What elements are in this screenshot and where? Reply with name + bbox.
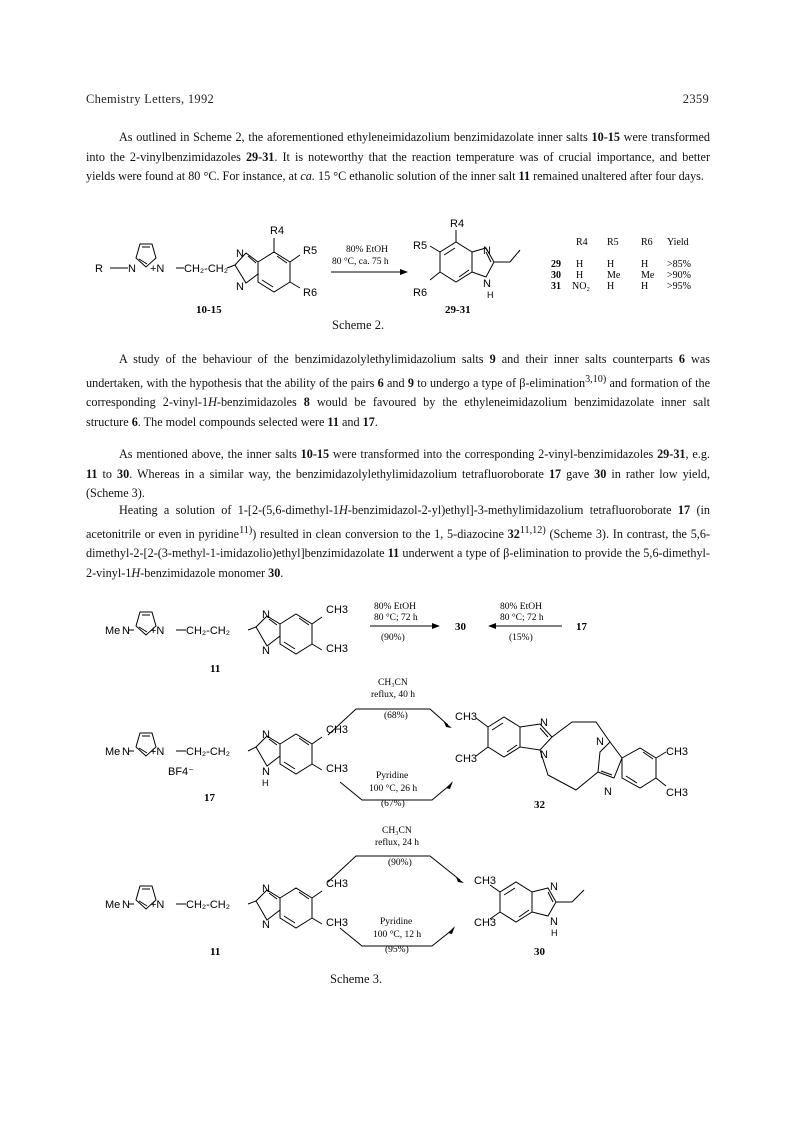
svg-text:H: H [641, 259, 649, 270]
svg-text:100 °C, 12 h: 100 °C, 12 h [373, 930, 422, 940]
svg-text:CH₂-CH₂: CH₂-CH₂ [186, 746, 230, 758]
svg-text:R: R [95, 263, 103, 275]
svg-text:CH₂-CH₂: CH₂-CH₂ [186, 899, 230, 911]
svg-text:N: N [262, 883, 270, 895]
product-label-29-31: 29-31 [445, 304, 471, 316]
svg-text:H: H [607, 281, 615, 292]
svg-text:CH3: CH3 [326, 643, 349, 655]
row2-reactant-label: 17 [204, 792, 215, 804]
svg-text:N: N [540, 749, 548, 761]
svg-text:CH₂-CH₂: CH₂-CH₂ [184, 263, 228, 275]
paragraph-4: Heating a solution of 1-[2-(5,6-dimethyl-1H-benzimidazol-2-yl)ethyl]-3-methylimidazolium tetrafluoroborate 17 (in acetonitrile or even in pyridine$^{11)}$) resulted in clean conversion to the 1, 5-diazocine 32$^{11,12)}$ (Scheme 3). In contrast, the 5,6-dimethyl-2-[2-(3-methyl-1-imidazolio)ethyl]benzimidazolate 11 underwent a type of β-elimination to provide the 5,6-dimethyl-2-vinyl-1H-benzimidazole monomer 30. [86, 503, 710, 580]
svg-text:80% EtOH: 80% EtOH [346, 245, 388, 255]
svg-text:29: 29 [551, 259, 561, 270]
paragraph-1: As outlined in Scheme 2, the aforementioned ethyleneimidazolium benzimidazolate inner salts 10-15 were transformed into the 2-vinylbenzimidazoles 29-31. It is noteworthy that the reaction temperature was of crucial importance, and better yields were found at 80 °C. For instance, at ca. 15 °C ethanolic solution of the inner salt 11 remained unaltered after four days. [86, 130, 710, 184]
svg-text:N: N [604, 786, 612, 798]
svg-text:NO₂: NO₂ [572, 281, 590, 292]
svg-text:CH3: CH3 [455, 711, 478, 723]
svg-text:CH₃CN: CH₃CN [382, 826, 412, 836]
svg-text:CH3: CH3 [326, 604, 349, 616]
svg-text:CH3: CH3 [474, 917, 497, 929]
svg-text:H: H [607, 259, 615, 270]
svg-text:N: N [236, 281, 244, 293]
svg-text:N: N [128, 263, 136, 275]
svg-text:CH3: CH3 [666, 746, 689, 758]
svg-text:R6: R6 [641, 237, 653, 248]
svg-text:CH3: CH3 [326, 878, 349, 890]
svg-text:N: N [122, 746, 130, 758]
svg-text:N: N [596, 736, 604, 748]
svg-text:N: N [540, 717, 548, 729]
svg-text:H: H [576, 270, 584, 281]
svg-text:R6: R6 [303, 287, 318, 299]
svg-text:Me: Me [105, 899, 121, 911]
svg-text:reflux, 40 h: reflux, 40 h [371, 690, 416, 700]
svg-text:80 °C; 72 h: 80 °C; 72 h [374, 613, 418, 623]
svg-text:+N: +N [150, 899, 165, 911]
paragraph-3: As mentioned above, the inner salts 10-15 were transformed into the corresponding 2-vinyl-benzimidazoles 29-31, e.g. 11 to 30. Whereas in a similar way, the benzimidazolylethylimidazolium tetrafluoroborate 17 gave 30 in rather low yield, (Scheme 3). [86, 447, 710, 501]
scheme-3 [0, 595, 793, 970]
row2-product-label: 32 [534, 799, 545, 811]
scheme-3-caption: Scheme 3. [330, 972, 383, 986]
svg-text:+N: +N [150, 625, 165, 637]
row3-reactant-label: 11 [210, 946, 221, 958]
svg-text:100 °C, 26 h: 100 °C, 26 h [369, 784, 418, 794]
svg-text:(15%): (15%) [509, 633, 533, 643]
svg-text:N: N [262, 729, 270, 741]
svg-text:R5: R5 [607, 237, 619, 248]
svg-text:CH₂-CH₂: CH₂-CH₂ [186, 625, 230, 637]
svg-text:R5: R5 [303, 245, 318, 257]
svg-text:N: N [262, 766, 270, 778]
svg-text:>95%: >95% [667, 281, 691, 292]
svg-text:80% EtOH: 80% EtOH [500, 602, 542, 612]
svg-text:N: N [262, 645, 270, 657]
svg-text:30: 30 [551, 270, 561, 281]
svg-text:R4: R4 [576, 237, 588, 248]
row3-product-label: 30 [534, 946, 545, 958]
svg-text:Me: Me [105, 746, 121, 758]
svg-text:Me: Me [641, 270, 655, 281]
svg-text:80 °C; 72 h: 80 °C; 72 h [500, 613, 544, 623]
svg-text:CH3: CH3 [666, 787, 689, 799]
svg-text:CH3: CH3 [326, 763, 349, 775]
row1-product-label: 30 [455, 621, 466, 633]
svg-text:H: H [262, 778, 269, 788]
page-number: 2359 [682, 92, 709, 106]
svg-text:(90%): (90%) [381, 633, 405, 643]
svg-text:N: N [262, 919, 270, 931]
svg-text:reflux, 24 h: reflux, 24 h [375, 838, 420, 848]
svg-text:Me: Me [607, 270, 621, 281]
svg-text:31: 31 [551, 281, 561, 292]
running-header-journal: Chemistry Letters, 1992 [86, 92, 215, 106]
svg-text:(95%): (95%) [385, 945, 409, 955]
svg-text:Pyridine: Pyridine [380, 917, 413, 927]
svg-text:R4: R4 [270, 225, 285, 237]
svg-text:H: H [641, 281, 649, 292]
svg-text:R6: R6 [413, 287, 428, 299]
svg-text:CH3: CH3 [455, 753, 478, 765]
svg-text:N: N [122, 899, 130, 911]
svg-text:CH3: CH3 [326, 917, 349, 929]
svg-text:H: H [576, 259, 584, 270]
svg-text:CH3: CH3 [474, 875, 497, 887]
scheme-2-yield-table [551, 237, 691, 292]
svg-text:(90%): (90%) [388, 858, 412, 868]
svg-text:R4: R4 [450, 218, 465, 230]
svg-text:CH₃CN: CH₃CN [378, 678, 408, 688]
scheme-2 [0, 215, 793, 320]
svg-text:Pyridine: Pyridine [376, 771, 409, 781]
svg-text:N: N [122, 625, 130, 637]
svg-text:>90%: >90% [667, 270, 691, 281]
svg-text:N: N [483, 245, 491, 257]
svg-text:N: N [236, 248, 244, 260]
svg-text:Me: Me [105, 625, 121, 637]
svg-text:N: N [483, 278, 491, 290]
svg-text:Yield: Yield [667, 237, 689, 248]
scheme-2-caption: Scheme 2. [332, 318, 385, 332]
svg-text:80 °C, ca. 75 h: 80 °C, ca. 75 h [332, 257, 389, 267]
svg-text:H: H [551, 928, 558, 938]
svg-text:+N: +N [150, 263, 165, 275]
row1-reactant-label: 11 [210, 663, 221, 675]
reactant-label-10-15: 10-15 [196, 304, 222, 316]
svg-text:(68%): (68%) [384, 711, 408, 721]
svg-text:CH3: CH3 [326, 724, 349, 736]
svg-text:H: H [487, 290, 494, 300]
svg-text:(67%): (67%) [381, 799, 405, 809]
svg-text:BF4⁻: BF4⁻ [168, 766, 194, 778]
paragraph-2: A study of the behaviour of the benzimidazolylethylimidazolium salts 9 and their inner salts counterparts 6 was undertaken, with the hypothesis that the ability of the pairs 6 and 9 to undergo a type of β-elimination$^{3,10)}$ and formation of the corresponding 2-vinyl-1H-benzimidazoles 8 would be favoured by the ethyleneimidazolium benzimidazolate inner salt structure 6. The model compounds selected were 11 and 17. [86, 352, 711, 429]
svg-text:80% EtOH: 80% EtOH [374, 602, 416, 612]
svg-text:N: N [550, 916, 558, 928]
svg-text:N: N [550, 881, 558, 893]
svg-text:N: N [262, 609, 270, 621]
svg-text:>85%: >85% [667, 259, 691, 270]
row1-right-label: 17 [576, 621, 587, 633]
svg-text:R5: R5 [413, 240, 428, 252]
svg-text:+N: +N [150, 746, 165, 758]
